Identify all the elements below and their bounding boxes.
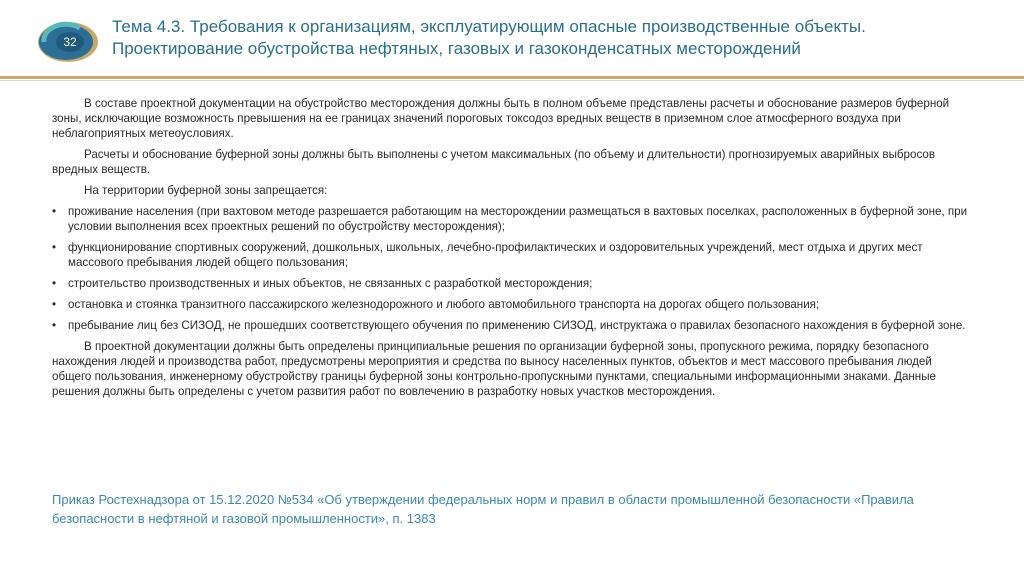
slide-title: Тема 4.3. Требования к организациям, эксплуатирующим опасные производственные объекты. Проектирование обустройства нефтяных, газовых и газоконденсатных месторождений	[112, 17, 866, 58]
list-item: • функционирование спортивных сооружений, дошкольных, школьных, лечебно-профилактических и оздоровительных учреждений, мест отдыха и других мест массового пребывания людей общего пользования;	[52, 241, 923, 269]
list-item: • пребывание лиц без СИЗОД, не прошедших соответствующего обучения по применению СИЗОД, инструктажа о правилах безопасного нахождения в буферной зоне.	[52, 319, 966, 332]
slide-header	[0, 0, 1024, 80]
bullet-icon: •	[52, 277, 57, 290]
bullet-icon: •	[52, 319, 57, 332]
list-item: • остановка и стоянка транзитного пассажирского железнодорожного и любого автомобильного транспорта на дорогах общего пользования;	[52, 298, 820, 311]
bullet-icon: •	[52, 298, 57, 311]
paragraph-buffer-zone-calc: Расчеты и обоснование буферной зоны должны быть выполнены с учетом максимальных (по объему и длительности) прогнозируемых аварийных выбросов вредных веществ.	[52, 148, 935, 176]
slide-number: 32	[63, 35, 77, 49]
header-divider-gold	[0, 76, 1024, 79]
list-item: • проживание населения (при вахтовом методе разрешается работающим на месторождении размещаться в вахтовых поселках, расположенных в буферной зоне, при условии выполнения всех проектных решений по обустройству месторождения);	[52, 205, 968, 233]
bullet-icon: •	[52, 241, 57, 254]
header-divider-grey	[0, 80, 1024, 81]
prohibited-list	[52, 204, 972, 333]
legal-reference: Приказ Ростехнадзора от 15.12.2020 №534 «Об утверждении федеральных норм и правил в области промышленной безопасности «Правила безопасности в нефтяной и газовой промышленности», п. 1383	[52, 492, 914, 526]
paragraph-prohibited-intro: На территории буферной зоны запрещается:	[84, 184, 328, 197]
slide-body	[52, 96, 972, 405]
paragraph-design-decisions: В проектной документации должны быть определены принципиальные решения по организации буферной зоны, пропускного режима, порядку безопасного нахождения людей и производства работ, предусмотрены мероприятия и средства по выносу населенных пунктов, объектов и мест массового пребывания людей общего пользования, инженерному обустройству границы буферной зоны контрольно-пропускными пунктами, специальными информационными знаками. Данные решения должны быть определены с учетом развития работ по вовлечению в разработку новых участков месторождения.	[52, 340, 936, 398]
list-item: • строительство производственных и иных объектов, не связанных с разработкой месторождения;	[52, 277, 593, 290]
paragraph-buffer-zone-docs: В составе проектной документации на обустройство месторождения должны быть в полном объеме представлены расчеты и обоснование размеров буферной зоны, исключающие возможность превышения на ее границах значений пороговых токсодоз вредных веществ в приземном слое атмосферного воздуха при неблагоприятных метеоусловиях.	[52, 97, 950, 140]
bullet-icon: •	[52, 205, 57, 218]
